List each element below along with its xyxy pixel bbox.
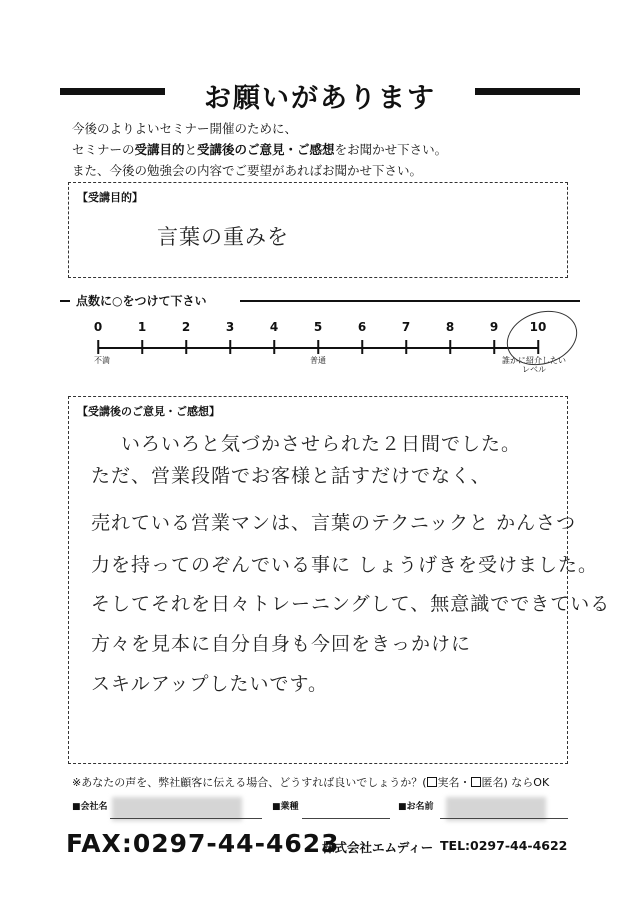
- name-field-line[interactable]: [440, 818, 568, 819]
- fax-number: FAX:0297-44-4623: [66, 829, 340, 858]
- notice-text-b: ) ならOK: [503, 776, 550, 789]
- rating-tick: [361, 340, 363, 354]
- industry-field-line[interactable]: [302, 818, 390, 819]
- rating-tick: [317, 340, 319, 354]
- intro-line-2a: セミナーの: [72, 142, 135, 157]
- purpose-box[interactable]: [68, 182, 568, 278]
- rating-num-7[interactable]: 7: [401, 320, 411, 334]
- rating-label-high: 誰かに紹介したい レベル: [502, 356, 566, 374]
- rating-num-1[interactable]: 1: [137, 320, 147, 334]
- notice-text-a: ※あなたの声を、弊社顧客に伝える場合、どうすれば良いでしょうか？(: [72, 776, 427, 789]
- rating-num-9[interactable]: 9: [489, 320, 499, 334]
- rating-num-0[interactable]: 0: [93, 320, 103, 334]
- feedback-line-2: ただ、営業段階でお客様と話すだけでなく、: [91, 465, 491, 487]
- rating-scale[interactable]: [93, 320, 566, 380]
- rating-tick: [141, 340, 143, 354]
- feedback-line-4: 力を持ってのぞんでいる事に しょうげきを受けました。: [91, 554, 599, 576]
- intro-line-1: 今後のよりよいセミナー開催のために、: [72, 121, 298, 136]
- feedback-line-7: スキルアップしたいです。: [91, 673, 328, 695]
- rating-tick: [449, 340, 451, 354]
- rating-heading-rule: [240, 300, 580, 302]
- title-banner: [60, 76, 580, 114]
- rating-num-2[interactable]: 2: [181, 320, 191, 334]
- intro-line-2b: 受講目的: [134, 142, 185, 157]
- rating-num-4[interactable]: 4: [269, 320, 279, 334]
- company-field-label: ■会社名: [72, 802, 108, 812]
- notice-opt-2: 匿名: [481, 776, 504, 789]
- rating-tick: [185, 340, 187, 354]
- rating-tick: [493, 340, 495, 354]
- intro-line-2: [72, 139, 447, 160]
- intro-text: [72, 118, 447, 181]
- feedback-line-6: 方々を見本に自分自身も今回をきっかけに: [91, 633, 472, 655]
- feedback-line-3: 売れている営業マンは、言葉のテクニックと かんさつ: [91, 512, 577, 534]
- notice-opt-1: 実名: [437, 776, 460, 789]
- tel-number: TEL:0297-44-4622: [440, 838, 568, 853]
- rating-tick: [405, 340, 407, 354]
- rating-tick: [97, 340, 99, 354]
- name-field-label: ■お名前: [398, 802, 434, 812]
- company-name: 株式会社エムディー: [322, 840, 434, 855]
- rating-num-3[interactable]: 3: [225, 320, 235, 334]
- feedback-line-5: そしてそれを日々トレーニングして、無意識でできている: [91, 593, 611, 615]
- rating-num-5[interactable]: 5: [313, 320, 323, 334]
- rating-num-10[interactable]: 10: [529, 320, 547, 334]
- rating-tick: [229, 340, 231, 354]
- checkbox-real-name[interactable]: [427, 777, 437, 787]
- page-title: お願いがあります: [204, 83, 436, 114]
- rating-heading-text: 点数に○をつけて下さい: [76, 294, 207, 308]
- rating-label-mid: 普通: [310, 356, 326, 365]
- industry-field-label: ■業種: [272, 802, 299, 812]
- rating-tick: [273, 340, 275, 354]
- intro-line-2e: をお聞かせ下さい。: [334, 142, 448, 157]
- feedback-line-1: いろいろと気づかさせられた２日間でした。: [121, 433, 522, 455]
- notice-text: ※あなたの声を、弊社顧客に伝える場合、どうすれば良いでしょうか？( 実名・ 匿名) ならOK: [72, 776, 550, 789]
- intro-line-3: また、今後の勉強会の内容でご要望があればお聞かせ下さい。: [72, 163, 423, 178]
- rating-num-6[interactable]: 6: [357, 320, 367, 334]
- rating-heading-dash: [60, 300, 70, 302]
- feedback-label: 【受講後のご意見・ご感想】: [77, 405, 220, 418]
- title-rule-right: [475, 88, 580, 95]
- intro-line-2c: と: [184, 142, 198, 157]
- checkbox-anonymous[interactable]: [471, 777, 481, 787]
- rating-label-low: 不満: [94, 356, 110, 365]
- rating-heading: [60, 292, 580, 308]
- intro-line-2d: 受講後のご意見・ご感想: [197, 142, 335, 157]
- purpose-answer: 言葉の重みを: [157, 225, 289, 249]
- rating-num-8[interactable]: 8: [445, 320, 455, 334]
- company-field-line[interactable]: [110, 818, 262, 819]
- feedback-box[interactable]: [68, 396, 611, 764]
- purpose-label: 【受講目的】: [77, 191, 143, 204]
